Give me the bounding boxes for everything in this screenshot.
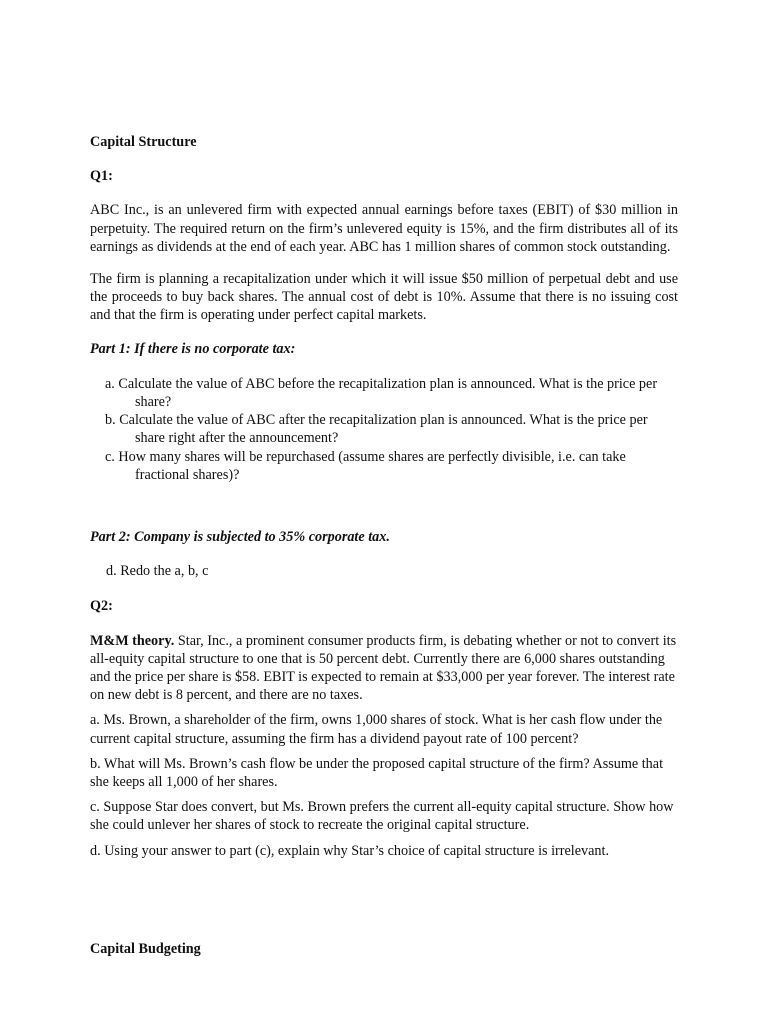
q2-intro (90, 632, 678, 705)
part1-list (90, 375, 678, 484)
section-title-capital-structure: Capital Structure (90, 134, 197, 150)
part2-heading: Part 2: Company is subjected to 35% corporate tax. (90, 529, 390, 546)
question-label-q1: Q1: (90, 168, 113, 185)
part1-item-a: a. Calculate the value of ABC before the recapitalization plan is announced. What is the price per share? (105, 375, 658, 411)
q1-paragraph-2: The firm is planning a recapitalization under which it will issue $50 million of perpetual debt and use the proceeds to buy back shares. The annual cost of debt is 10%. Assume that there is no issuing cost and that the firm is operating under perfect capital markets. (90, 271, 678, 324)
part1-heading: Part 1: If there is no corporate tax: (90, 340, 296, 357)
q2-intro-title: M&M theory. (90, 632, 175, 649)
part1-item-b: b. Calculate the value of ABC after the recapitalization plan is announced. What is the price per share right after the announcement? (105, 412, 648, 447)
section-title-capital-budgeting: Capital Budgeting (90, 940, 201, 957)
q2-intro-text: Star, Inc., a prominent consumer products firm, is debating whether or not to convert its all-equity capital structure to one that is 50 percent debt. Currently there are 6,000 shares outstanding and the price per share is $58. EBIT is expected to remain at $33,000 per year forever. The interest rate on new debt is 8 percent, and there are no taxes. (90, 632, 677, 704)
question-label-q2: Q2: (90, 598, 113, 615)
q2-item-b: b. What will Ms. Brown’s cash flow be under the proposed capital structure of the firm? Assume that she keeps all 1,000 of her shares. (90, 755, 664, 791)
q2-item-d: d. Using your answer to part (c), explain why Star’s choice of capital structure is irrelevant. (90, 842, 609, 859)
document-page (90, 133, 678, 958)
q2-item-c: c. Suppose Star does convert, but Ms. Brown prefers the current all-equity capital structure. Show how she could unlever her shares of stock to recreate the original capital structure. (90, 799, 674, 834)
q1-paragraph-1: ABC Inc., is an unlevered firm with expected annual earnings before taxes (EBIT) of $30 million in perpetuity. The required return on the firm’s unlevered equity is 15%, and the firm distributes all of its earnings as dividends at the end of each year. ABC has 1 million shares of common stock outstanding. (90, 202, 678, 255)
q2-item-a: a. Ms. Brown, a shareholder of the firm, owns 1,000 shares of stock. What is her cash flow under the current capital structure, assuming the firm has a dividend payout rate of 100 percent? (90, 712, 663, 747)
part2-item-d: d. Redo the a, b, c (106, 563, 209, 580)
part1-item-c: c. How many shares will be repurchased (assume shares are perfectly divisible, i.e. can take fractional shares)? (105, 448, 626, 483)
